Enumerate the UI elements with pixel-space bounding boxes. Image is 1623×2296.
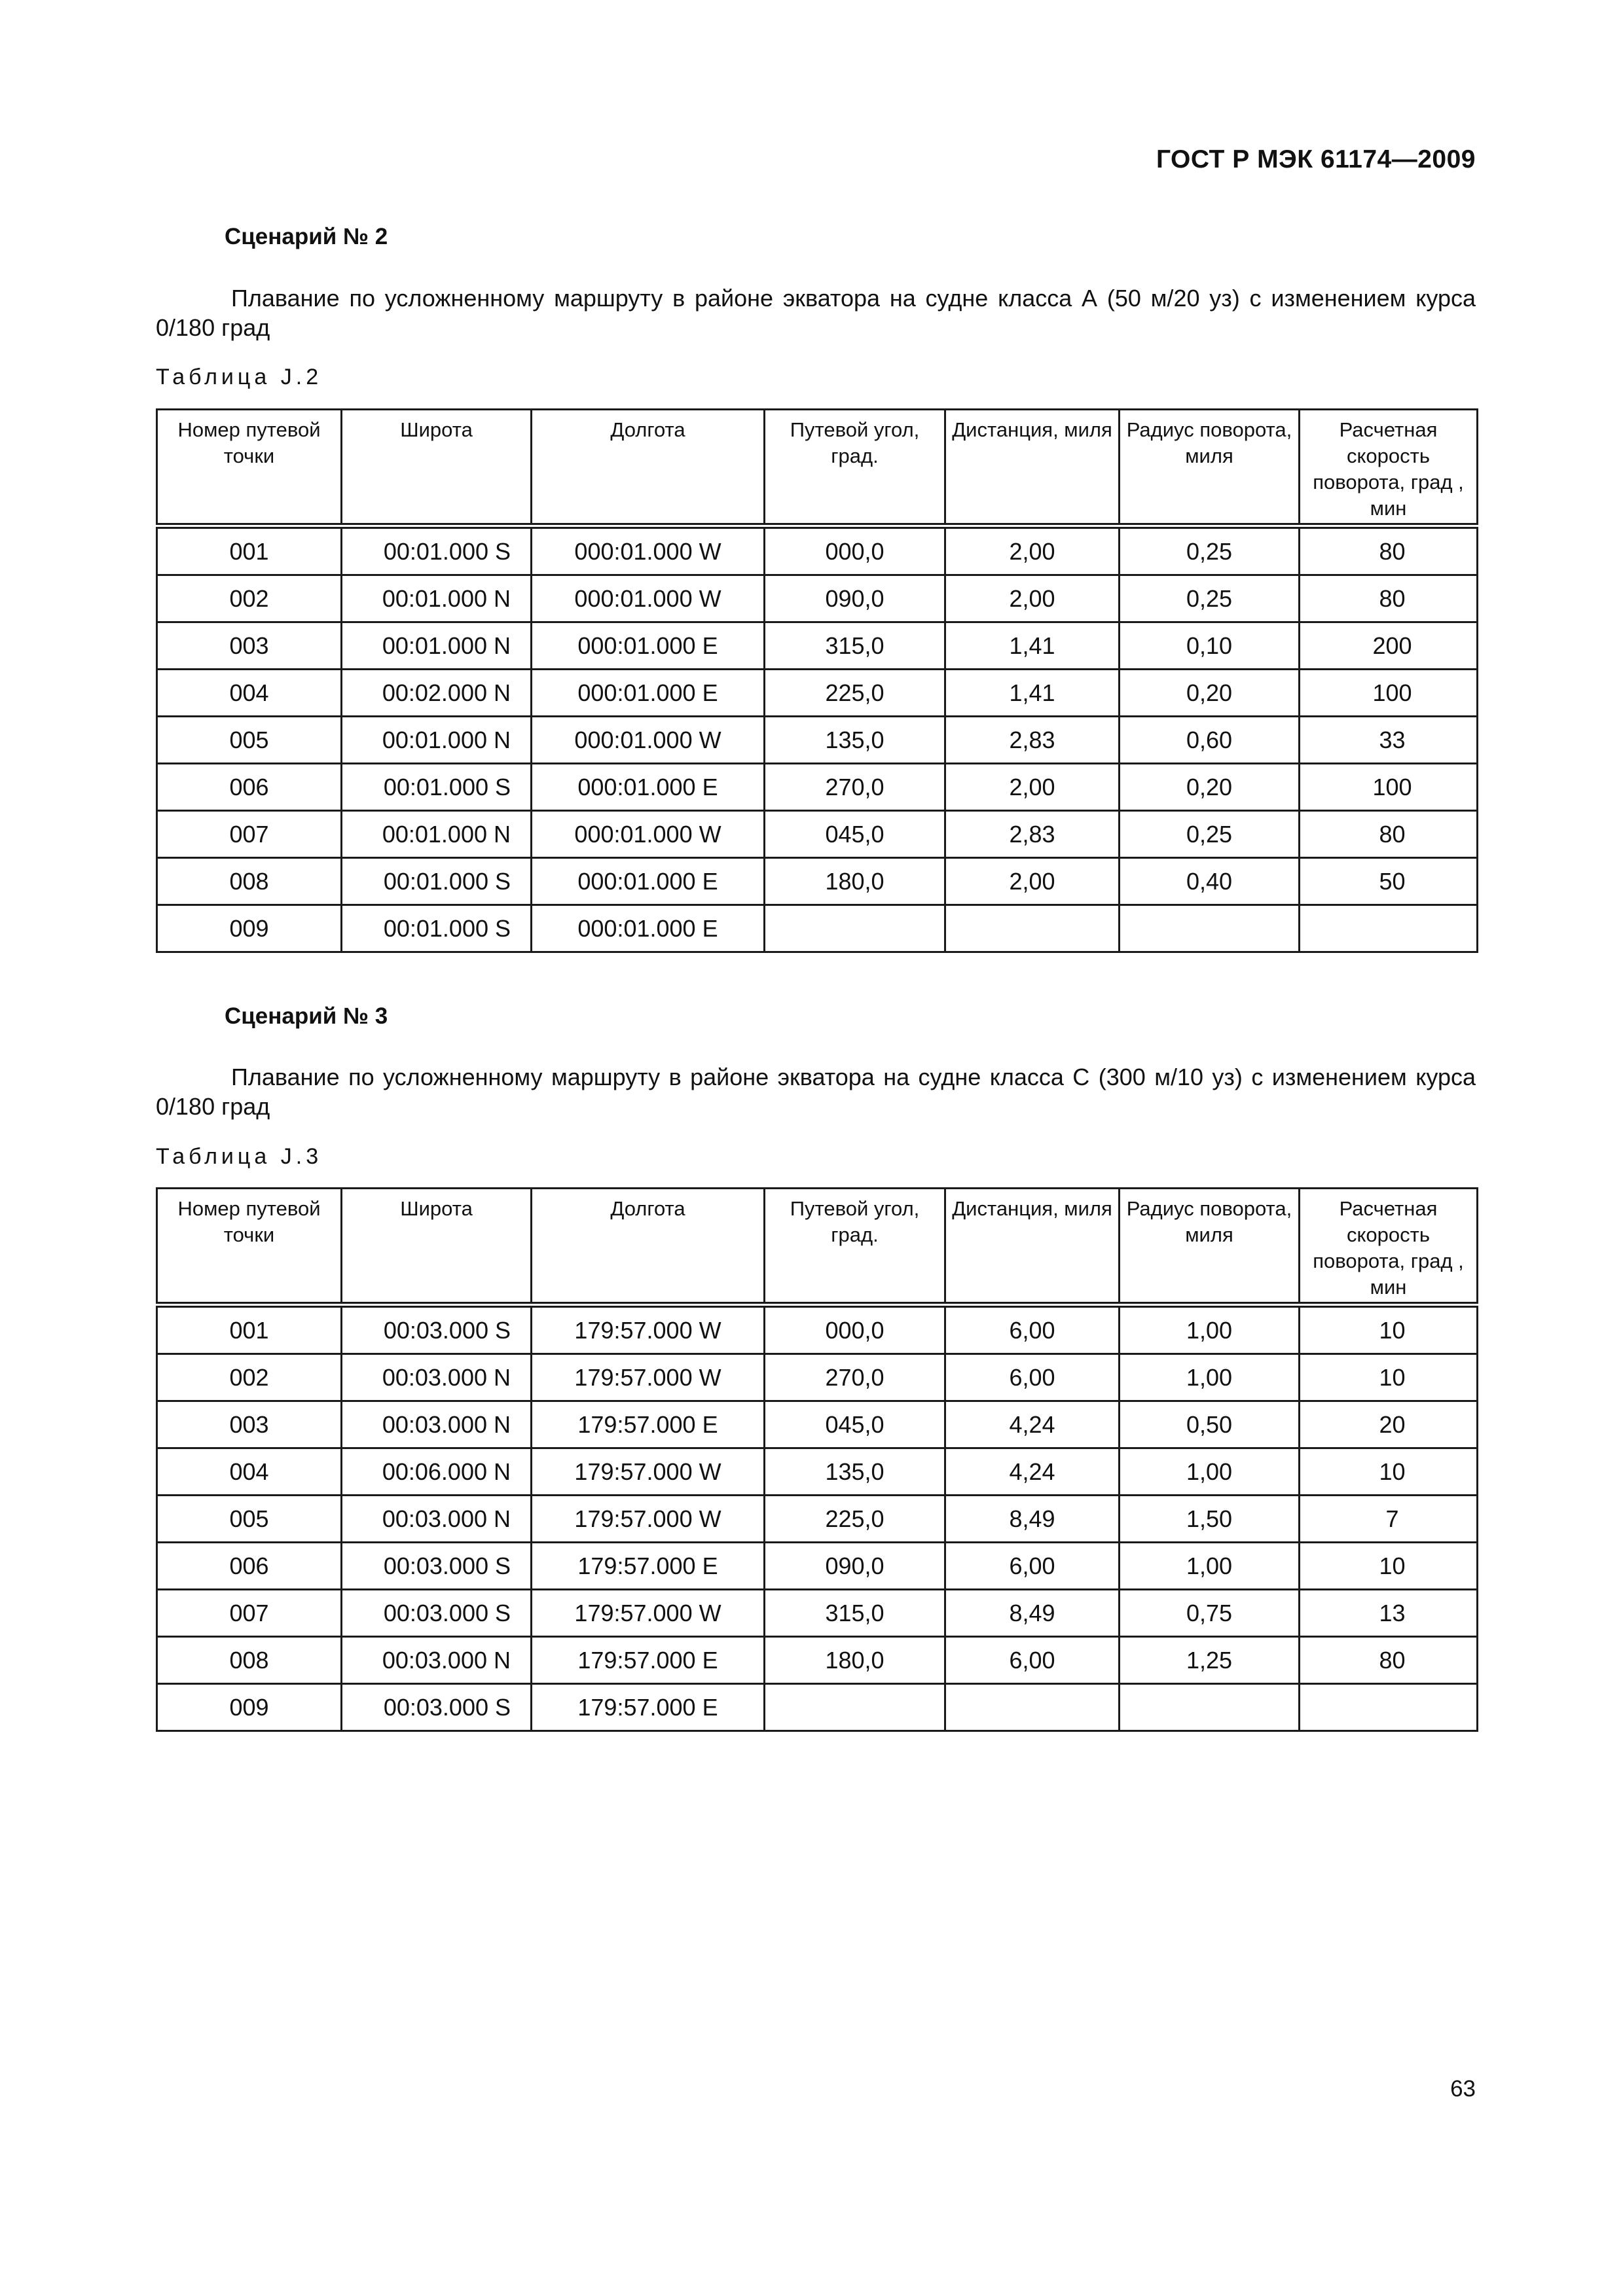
distance-cell: 2,83: [945, 717, 1120, 764]
turn-radius-cell: 1,00: [1120, 1305, 1300, 1354]
latitude-cell: 00:01.000 N: [342, 811, 532, 858]
longitude-cell: 000:01.000 E: [532, 905, 765, 952]
turn-radius-cell: 0,20: [1120, 764, 1300, 811]
waypoint-cell: 008: [157, 1637, 342, 1684]
table-j2-caption: Таблица J.2: [156, 365, 323, 389]
longitude-cell: 179:57.000 W: [532, 1590, 765, 1637]
course-cell: 270,0: [765, 764, 945, 811]
turn-radius-cell: 0,10: [1120, 622, 1300, 670]
longitude-cell: 000:01.000 E: [532, 764, 765, 811]
col-header-turn-radius: Радиус поворота, миля: [1120, 1189, 1300, 1305]
col-header-turn-rate: Расчетная скорость поворота, град , мин: [1300, 1189, 1478, 1305]
waypoint-cell: 009: [157, 905, 342, 952]
waypoint-cell: 004: [157, 1448, 342, 1496]
longitude-cell: 179:57.000 W: [532, 1496, 765, 1543]
turn-rate-cell: 100: [1300, 764, 1478, 811]
turn-rate-cell: 10: [1300, 1305, 1478, 1354]
scenario-3-title: Сценарий № 3: [225, 1003, 388, 1029]
turn-radius-cell: 0,60: [1120, 717, 1300, 764]
turn-rate-cell: 80: [1300, 1637, 1478, 1684]
longitude-cell: 179:57.000 W: [532, 1354, 765, 1401]
table-row: [157, 1448, 1478, 1496]
table-header-row: [157, 1189, 1478, 1305]
longitude-cell: 000:01.000 W: [532, 526, 765, 575]
distance-cell: 1,41: [945, 622, 1120, 670]
longitude-cell: 000:01.000 W: [532, 575, 765, 622]
document-standard-header: ГОСТ Р МЭК 61174—2009: [1156, 145, 1476, 173]
waypoint-cell: 005: [157, 1496, 342, 1543]
latitude-cell: 00:01.000 N: [342, 622, 532, 670]
table-row: [157, 670, 1478, 717]
distance-cell: 1,41: [945, 670, 1120, 717]
turn-rate-cell: 100: [1300, 670, 1478, 717]
table-row: [157, 1401, 1478, 1448]
turn-rate-cell: 20: [1300, 1401, 1478, 1448]
latitude-cell: 00:03.000 N: [342, 1354, 532, 1401]
longitude-cell: 000:01.000 E: [532, 622, 765, 670]
waypoint-cell: 009: [157, 1684, 342, 1731]
longitude-cell: 179:57.000 E: [532, 1684, 765, 1731]
table-row: [157, 717, 1478, 764]
course-cell: 090,0: [765, 1543, 945, 1590]
col-header-distance: Дистанция, миля: [945, 410, 1120, 526]
turn-rate-cell: 13: [1300, 1590, 1478, 1637]
table-row: [157, 1543, 1478, 1590]
distance-cell: 2,00: [945, 575, 1120, 622]
table-row: [157, 1637, 1478, 1684]
table-row: [157, 575, 1478, 622]
latitude-cell: 00:01.000 N: [342, 575, 532, 622]
course-cell: 225,0: [765, 670, 945, 717]
waypoint-cell: 007: [157, 811, 342, 858]
waypoint-cell: 008: [157, 858, 342, 905]
longitude-cell: 179:57.000 E: [532, 1401, 765, 1448]
turn-rate-cell: 10: [1300, 1448, 1478, 1496]
col-header-longitude: Долгота: [532, 1189, 765, 1305]
col-header-longitude: Долгота: [532, 410, 765, 526]
longitude-cell: 000:01.000 E: [532, 670, 765, 717]
turn-radius-cell: 1,50: [1120, 1496, 1300, 1543]
turn-rate-cell: 7: [1300, 1496, 1478, 1543]
turn-radius-cell: 1,00: [1120, 1354, 1300, 1401]
latitude-cell: 00:03.000 N: [342, 1496, 532, 1543]
turn-rate-cell: 80: [1300, 526, 1478, 575]
turn-radius-cell: [1120, 1684, 1300, 1731]
course-cell: 315,0: [765, 1590, 945, 1637]
col-header-course: Путевой угол, град.: [765, 410, 945, 526]
course-cell: 045,0: [765, 1401, 945, 1448]
distance-cell: 6,00: [945, 1305, 1120, 1354]
distance-cell: 6,00: [945, 1637, 1120, 1684]
distance-cell: 2,00: [945, 858, 1120, 905]
waypoint-cell: 004: [157, 670, 342, 717]
turn-rate-cell: 80: [1300, 575, 1478, 622]
table-row: [157, 858, 1478, 905]
latitude-cell: 00:01.000 N: [342, 717, 532, 764]
course-cell: 000,0: [765, 526, 945, 575]
latitude-cell: 00:03.000 N: [342, 1637, 532, 1684]
latitude-cell: 00:01.000 S: [342, 905, 532, 952]
turn-radius-cell: 0,20: [1120, 670, 1300, 717]
turn-radius-cell: 1,00: [1120, 1448, 1300, 1496]
turn-radius-cell: 0,25: [1120, 526, 1300, 575]
latitude-cell: 00:03.000 S: [342, 1590, 532, 1637]
course-cell: 180,0: [765, 858, 945, 905]
turn-radius-cell: 1,25: [1120, 1637, 1300, 1684]
scenario-2-title: Сценарий № 2: [225, 224, 388, 249]
turn-radius-cell: [1120, 905, 1300, 952]
latitude-cell: 00:06.000 N: [342, 1448, 532, 1496]
distance-cell: 8,49: [945, 1590, 1120, 1637]
turn-rate-cell: 10: [1300, 1354, 1478, 1401]
latitude-cell: 00:01.000 S: [342, 858, 532, 905]
table-j3-caption: Таблица J.3: [156, 1144, 323, 1169]
turn-radius-cell: 1,00: [1120, 1543, 1300, 1590]
turn-rate-cell: 200: [1300, 622, 1478, 670]
distance-cell: 2,83: [945, 811, 1120, 858]
col-header-latitude: Широта: [342, 1189, 532, 1305]
turn-rate-cell: 50: [1300, 858, 1478, 905]
turn-radius-cell: 0,40: [1120, 858, 1300, 905]
course-cell: 225,0: [765, 1496, 945, 1543]
course-cell: 270,0: [765, 1354, 945, 1401]
turn-rate-cell: [1300, 1684, 1478, 1731]
scenario-3-description: Плавание по усложненному маршруту в районе экватора на судне класса С (300 м/10 уз) с изменением курса 0/180 град: [156, 1064, 1476, 1120]
table-row: [157, 811, 1478, 858]
turn-radius-cell: 0,50: [1120, 1401, 1300, 1448]
scenario-2-description: Плавание по усложненному маршруту в районе экватора на судне класса А (50 м/20 уз) с изменением курса 0/180 град: [156, 285, 1476, 341]
waypoint-cell: 001: [157, 526, 342, 575]
turn-rate-cell: [1300, 905, 1478, 952]
longitude-cell: 000:01.000 W: [532, 717, 765, 764]
course-cell: 135,0: [765, 717, 945, 764]
table-row: [157, 622, 1478, 670]
waypoint-cell: 006: [157, 1543, 342, 1590]
latitude-cell: 00:03.000 N: [342, 1401, 532, 1448]
distance-cell: 6,00: [945, 1354, 1120, 1401]
course-cell: [765, 1684, 945, 1731]
col-header-turn-radius: Радиус поворота, миля: [1120, 410, 1300, 526]
waypoint-cell: 002: [157, 1354, 342, 1401]
longitude-cell: 000:01.000 E: [532, 858, 765, 905]
table-row: [157, 905, 1478, 952]
course-cell: 315,0: [765, 622, 945, 670]
distance-cell: 6,00: [945, 1543, 1120, 1590]
turn-rate-cell: 33: [1300, 717, 1478, 764]
table-row: [157, 1496, 1478, 1543]
distance-cell: 8,49: [945, 1496, 1120, 1543]
turn-radius-cell: 0,25: [1120, 575, 1300, 622]
longitude-cell: 179:57.000 E: [532, 1637, 765, 1684]
turn-radius-cell: 0,75: [1120, 1590, 1300, 1637]
course-cell: 045,0: [765, 811, 945, 858]
latitude-cell: 00:01.000 S: [342, 526, 532, 575]
waypoint-cell: 003: [157, 622, 342, 670]
course-cell: 135,0: [765, 1448, 945, 1496]
table-row: [157, 764, 1478, 811]
table-header-row: [157, 410, 1478, 526]
turn-radius-cell: 0,25: [1120, 811, 1300, 858]
table-row: [157, 1354, 1478, 1401]
table-row: [157, 1590, 1478, 1637]
latitude-cell: 00:03.000 S: [342, 1684, 532, 1731]
col-header-waypoint: Номер путевой точки: [157, 1189, 342, 1305]
distance-cell: 2,00: [945, 526, 1120, 575]
table-row: [157, 526, 1478, 575]
course-cell: 000,0: [765, 1305, 945, 1354]
distance-cell: 2,00: [945, 764, 1120, 811]
col-header-course: Путевой угол, град.: [765, 1189, 945, 1305]
longitude-cell: 179:57.000 W: [532, 1448, 765, 1496]
longitude-cell: 179:57.000 E: [532, 1543, 765, 1590]
waypoint-cell: 003: [157, 1401, 342, 1448]
distance-cell: [945, 1684, 1120, 1731]
latitude-cell: 00:01.000 S: [342, 764, 532, 811]
col-header-turn-rate: Расчетная скорость поворота, град , мин: [1300, 410, 1478, 526]
waypoint-cell: 001: [157, 1305, 342, 1354]
waypoint-cell: 002: [157, 575, 342, 622]
table-row: [157, 1684, 1478, 1731]
distance-cell: [945, 905, 1120, 952]
course-cell: [765, 905, 945, 952]
waypoint-cell: 005: [157, 717, 342, 764]
longitude-cell: 179:57.000 W: [532, 1305, 765, 1354]
waypoint-cell: 006: [157, 764, 342, 811]
col-header-waypoint: Номер путевой точки: [157, 410, 342, 526]
latitude-cell: 00:03.000 S: [342, 1305, 532, 1354]
latitude-cell: 00:02.000 N: [342, 670, 532, 717]
table-j2: [156, 408, 1478, 953]
page-number: 63: [1450, 2076, 1476, 2102]
table-j3: [156, 1187, 1478, 1732]
latitude-cell: 00:03.000 S: [342, 1543, 532, 1590]
course-cell: 090,0: [765, 575, 945, 622]
distance-cell: 4,24: [945, 1448, 1120, 1496]
waypoint-cell: 007: [157, 1590, 342, 1637]
course-cell: 180,0: [765, 1637, 945, 1684]
turn-rate-cell: 10: [1300, 1543, 1478, 1590]
longitude-cell: 000:01.000 W: [532, 811, 765, 858]
table-row: [157, 1305, 1478, 1354]
turn-rate-cell: 80: [1300, 811, 1478, 858]
col-header-distance: Дистанция, миля: [945, 1189, 1120, 1305]
col-header-latitude: Широта: [342, 410, 532, 526]
distance-cell: 4,24: [945, 1401, 1120, 1448]
